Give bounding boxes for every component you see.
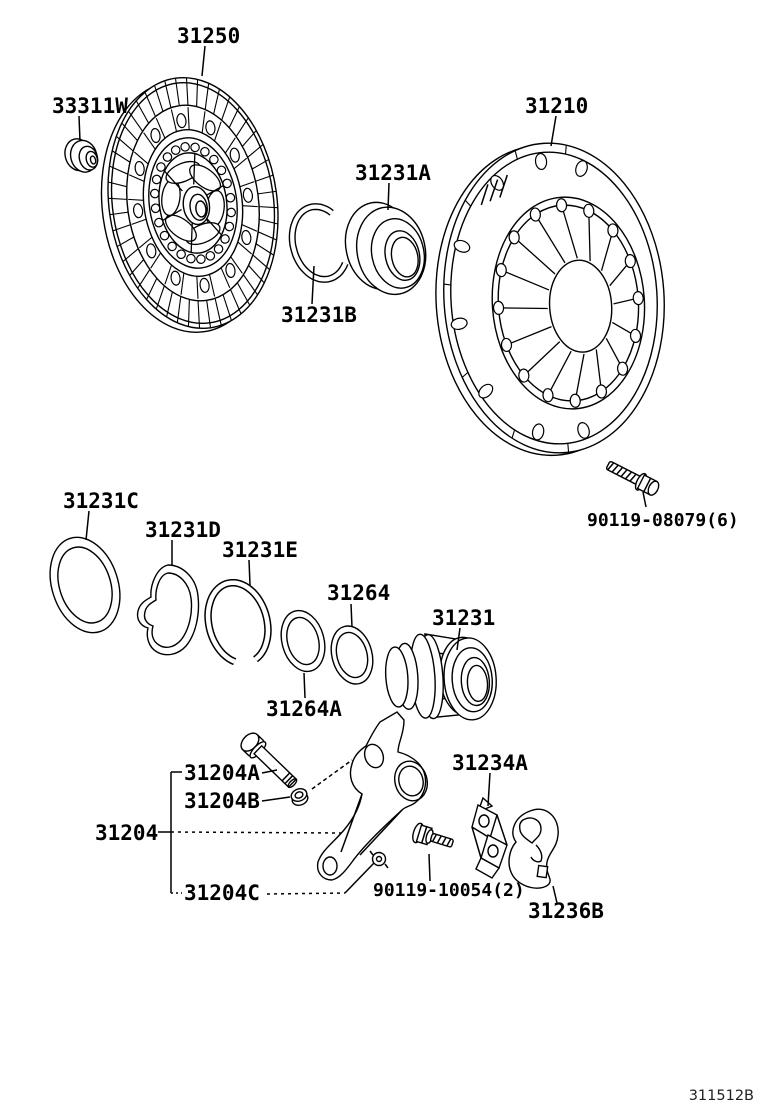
- part-label-31250[interactable]: 31250: [177, 24, 241, 48]
- part-label-31231B[interactable]: 31231B: [281, 303, 357, 327]
- snap-ring-drawing: [292, 207, 345, 280]
- leader-line: [262, 797, 290, 801]
- part-label-31264[interactable]: 31264: [327, 581, 391, 605]
- callout-31231D: [145, 518, 221, 566]
- ring-31231C-drawing: [38, 528, 131, 642]
- part-label-31204[interactable]: 31204: [95, 821, 159, 845]
- part-label-31234A[interactable]: 31234A: [452, 751, 528, 775]
- callout-90119-08079: [587, 492, 739, 531]
- part-label-31231A[interactable]: 31231A: [355, 161, 431, 185]
- leader-line: [643, 492, 646, 507]
- leader-line: [351, 604, 352, 627]
- release-fork-drawing: [318, 712, 432, 880]
- release-bearing-drawing: [338, 194, 434, 303]
- leader-line: [551, 116, 556, 146]
- callout-31264: [327, 581, 390, 627]
- part-label-31210[interactable]: 31210: [525, 94, 589, 118]
- leader-line: [79, 116, 80, 141]
- part-label-31231E[interactable]: 31231E: [222, 538, 298, 562]
- callout-31236B: [528, 886, 604, 923]
- leader-line: [304, 673, 305, 698]
- clip-bracket-drawing: [472, 798, 507, 878]
- part-label-90119-10054[interactable]: 90119-10054(2): [373, 880, 525, 901]
- leader-line: [488, 773, 490, 806]
- part-label-31231C[interactable]: 31231C: [63, 489, 139, 513]
- leader-line: [249, 560, 250, 585]
- callout-31210: [525, 94, 588, 146]
- callout-31234A: [452, 751, 528, 806]
- callout-31250: [177, 24, 240, 76]
- leader-line: [312, 266, 314, 304]
- part-label-31231D[interactable]: 31231D: [145, 518, 221, 542]
- callout-31231E: [222, 538, 298, 585]
- clutch-cover-drawing: [425, 136, 674, 463]
- snap-ring-31231E-drawing: [208, 583, 268, 662]
- dust-boot-drawing: [509, 809, 558, 888]
- cover-bolt-drawing: [604, 457, 662, 498]
- part-label-33311W[interactable]: 33311W: [52, 94, 128, 118]
- part-label-31264A[interactable]: 31264A: [266, 697, 342, 721]
- fork-washer-drawing: [289, 760, 352, 807]
- fork-bolt-drawing: [411, 822, 456, 853]
- bearing-hub-drawing: [383, 629, 499, 725]
- leader-line: [202, 46, 205, 76]
- callout-31231A: [355, 161, 431, 210]
- part-label-31236B[interactable]: 31236B: [528, 899, 604, 923]
- callout-31231C: [63, 489, 139, 540]
- leader-line: [86, 511, 89, 540]
- part-label-31204C[interactable]: 31204C: [184, 881, 260, 905]
- part-label-31204B[interactable]: 31204B: [184, 789, 260, 813]
- ring-31264-drawing: [325, 621, 379, 688]
- callout-31264A: [266, 673, 342, 721]
- leader-line: [388, 183, 389, 210]
- callout-31204-group: [95, 761, 374, 905]
- leader-line: [429, 854, 430, 881]
- part-label-31204A[interactable]: 31204A: [184, 761, 260, 785]
- ring-31264A-drawing: [275, 606, 332, 677]
- part-label-31231[interactable]: 31231: [432, 606, 496, 630]
- pilot-bearing-drawing: [61, 135, 100, 177]
- part-label-90119-08079[interactable]: 90119-08079(6): [587, 510, 739, 531]
- diagram-code: 311512B: [688, 1088, 754, 1104]
- ring-31231D-drawing: [138, 565, 199, 655]
